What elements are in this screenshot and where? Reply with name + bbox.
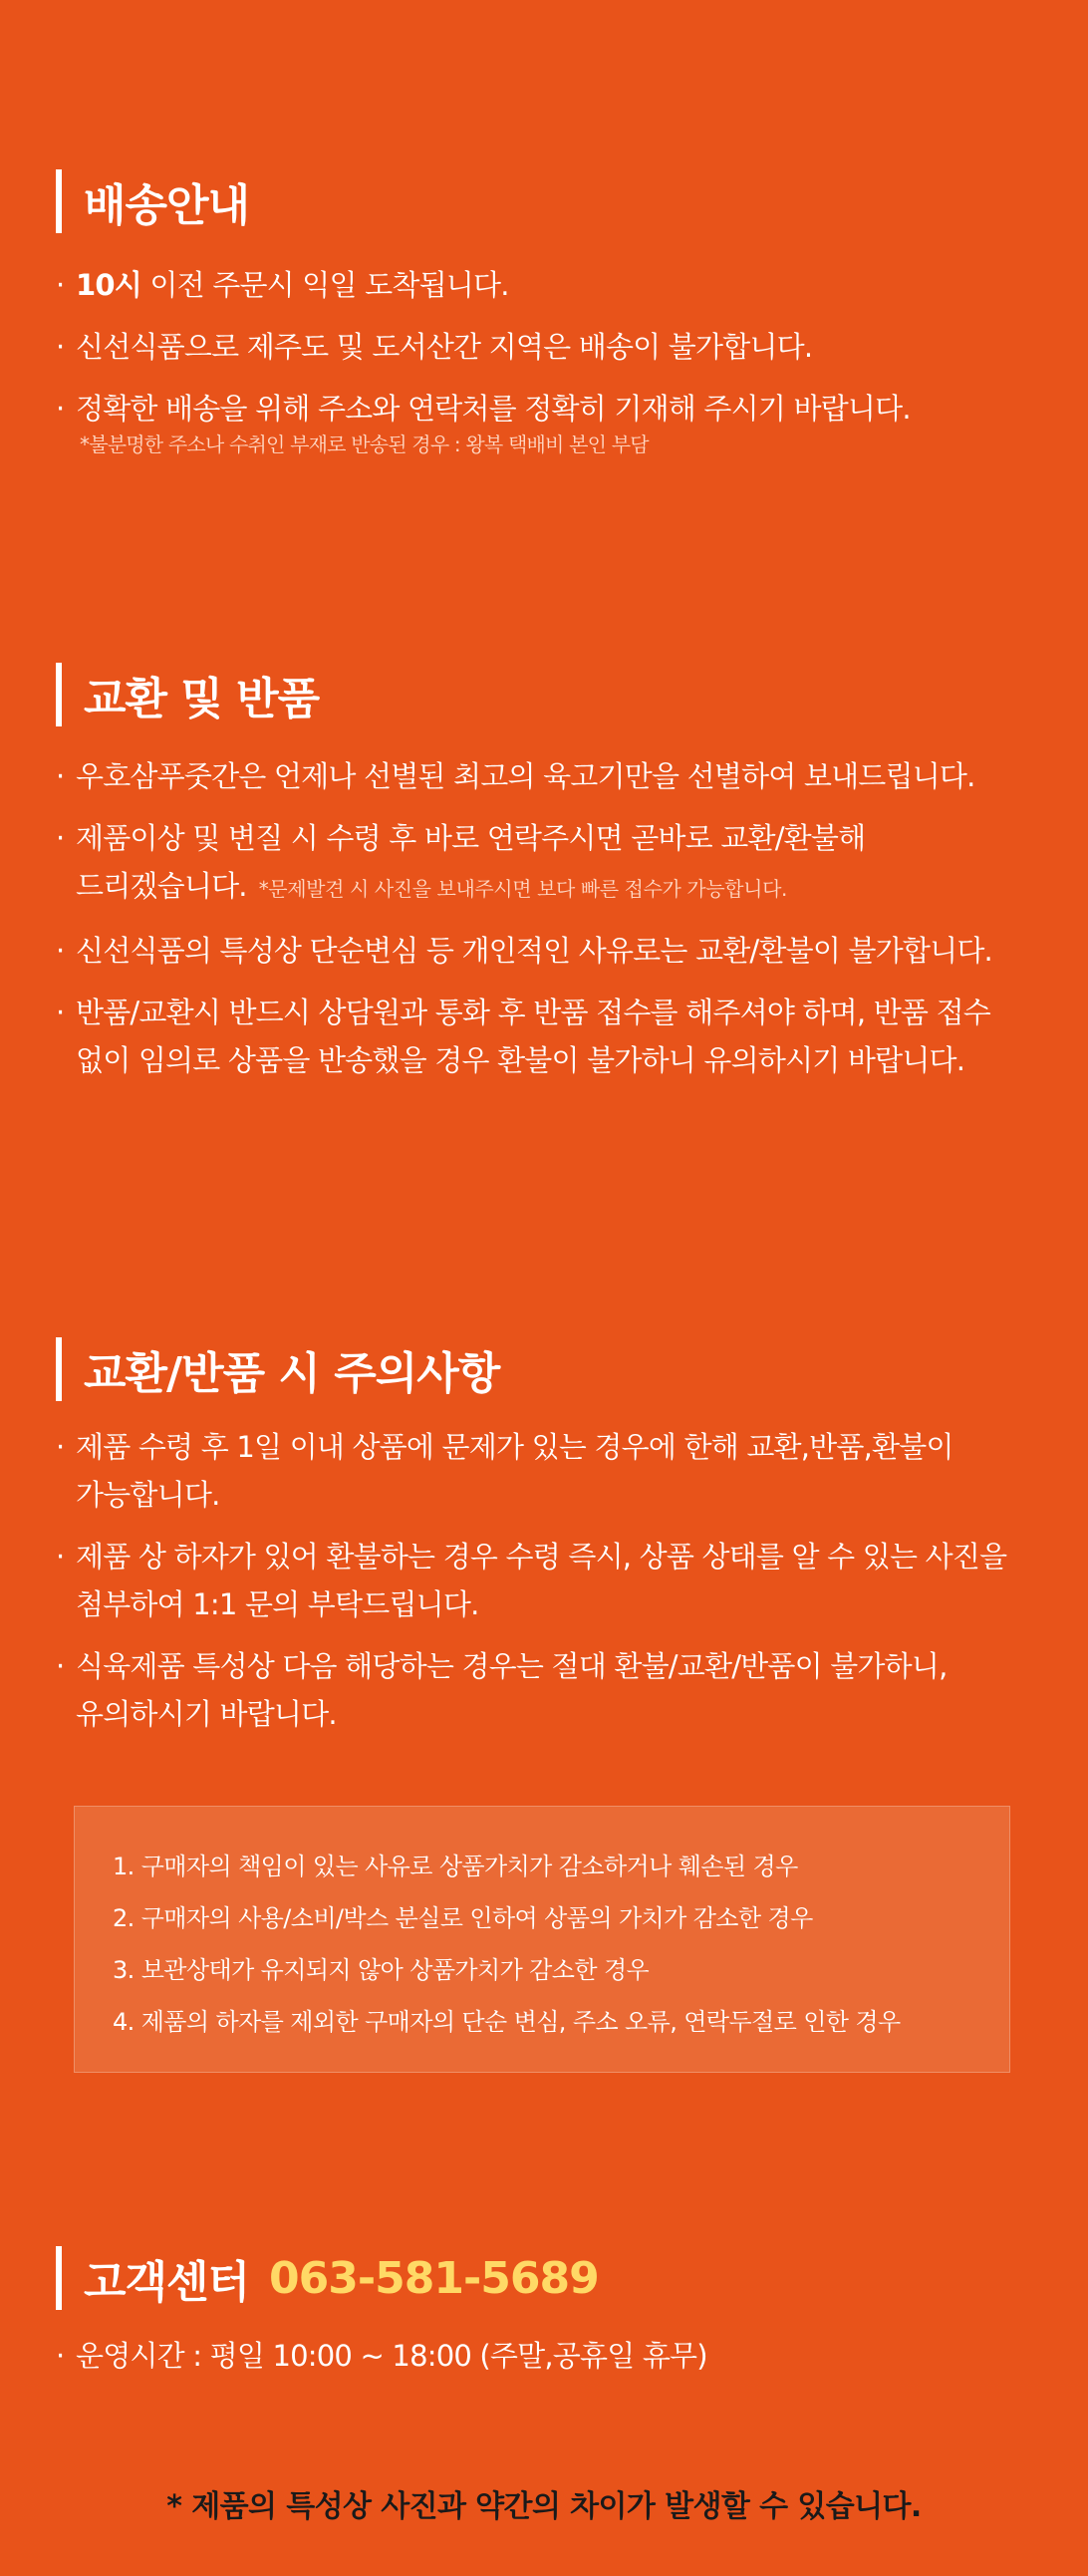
customer-center-section	[56, 2246, 1048, 2380]
caution-section	[56, 1337, 1048, 1738]
customer-list	[56, 2332, 1048, 2380]
non-refundable-conditions-box	[74, 1806, 1010, 2073]
exchange-title: 교환 및 반품	[56, 663, 1048, 726]
list-item: · 제품 수령 후 1일 이내 상품에 문제가 있는 경우에 한해 교환,반품,환불이 가능합니다.	[56, 1423, 1048, 1519]
shipping-list	[56, 261, 1048, 460]
caution-list	[56, 1423, 1048, 1738]
list-item: · 반품/교환시 반드시 상담원과 통화 후 반품 접수를 해주셔야 하며, 반품 접수 없이 임의로 상품을 반송했을 경우 환불이 불가하니 유의하시기 바랍니다.	[56, 989, 1048, 1084]
customer-phone[interactable]: 063-581-5689	[269, 2252, 599, 2304]
caution-title: 교환/반품 시 주의사항	[56, 1337, 1048, 1401]
list-item: · 제품 상 하자가 있어 환불하는 경우 수령 즉시, 상품 상태를 알 수 있는 사진을 첨부하여 1:1 문의 부탁드립니다.	[56, 1533, 1048, 1628]
condition-item: 1. 구매자의 책임이 있는 사유로 상품가치가 감소하거나 훼손된 경우	[113, 1853, 798, 1880]
list-item: · 식육제품 특성상 다음 해당하는 경우는 절대 환불/교환/반품이 불가하니, 유의하시기 바랍니다.	[56, 1642, 1048, 1738]
condition-item: 4. 제품의 하자를 제외한 구매자의 단순 변심, 주소 오류, 연락두절로 인한 경우	[113, 2008, 901, 2036]
operating-hours: · 운영시간 : 평일 10:00 ~ 18:00 (주말,공휴일 휴무)	[56, 2332, 1048, 2380]
condition-item: 3. 보관상태가 유지되지 않아 상품가치가 감소한 경우	[113, 1956, 650, 1984]
condition-item: 2. 구매자의 사용/소비/박스 분실로 인하여 상품의 가치가 감소한 경우	[113, 1904, 813, 1932]
customer-center-title: 고객센터 063-581-5689	[56, 2246, 1048, 2310]
list-item: · 정확한 배송을 위해 주소와 연락처를 정확히 기재해 주시기 바랍니다. *불분명한 주소나 수취인 부재로 반송된 경우 : 왕복 택배비 본인 부담	[56, 385, 1048, 460]
shipping-title: 배송안내	[56, 169, 1048, 233]
shipping-note: *불분명한 주소나 수취인 부재로 반송된 경우 : 왕복 택배비 본인 부담	[80, 432, 649, 456]
footer-disclaimer: * 제품의 특성상 사진과 약간의 차이가 발생할 수 있습니다.	[166, 2489, 922, 2524]
exchange-section	[56, 663, 1048, 1084]
exchange-list	[56, 752, 1048, 1084]
exchange-note: *문제발견 시 사진을 보내주시면 보다 빠른 접수가 가능합니다.	[258, 877, 787, 901]
list-item: · 제품이상 및 변질 시 수령 후 바로 연락주시면 곧바로 교환/환불해 드리겠습니다. *문제발견 시 사진을 보내주시면 보다 빠른 접수가 가능합니다.	[56, 814, 1048, 913]
list-item: · 우호삼푸줏간은 언제나 선별된 최고의 육고기만을 선별하여 보내드립니다.	[56, 752, 1048, 800]
shipping-section	[56, 169, 1048, 460]
list-item: · 10시 이전 주문시 익일 도착됩니다.	[56, 261, 1048, 309]
list-item: · 신선식품으로 제주도 및 도서산간 지역은 배송이 불가합니다.	[56, 323, 1048, 371]
list-item: · 신선식품의 특성상 단순변심 등 개인적인 사유로는 교환/환불이 불가합니다.	[56, 927, 1048, 975]
